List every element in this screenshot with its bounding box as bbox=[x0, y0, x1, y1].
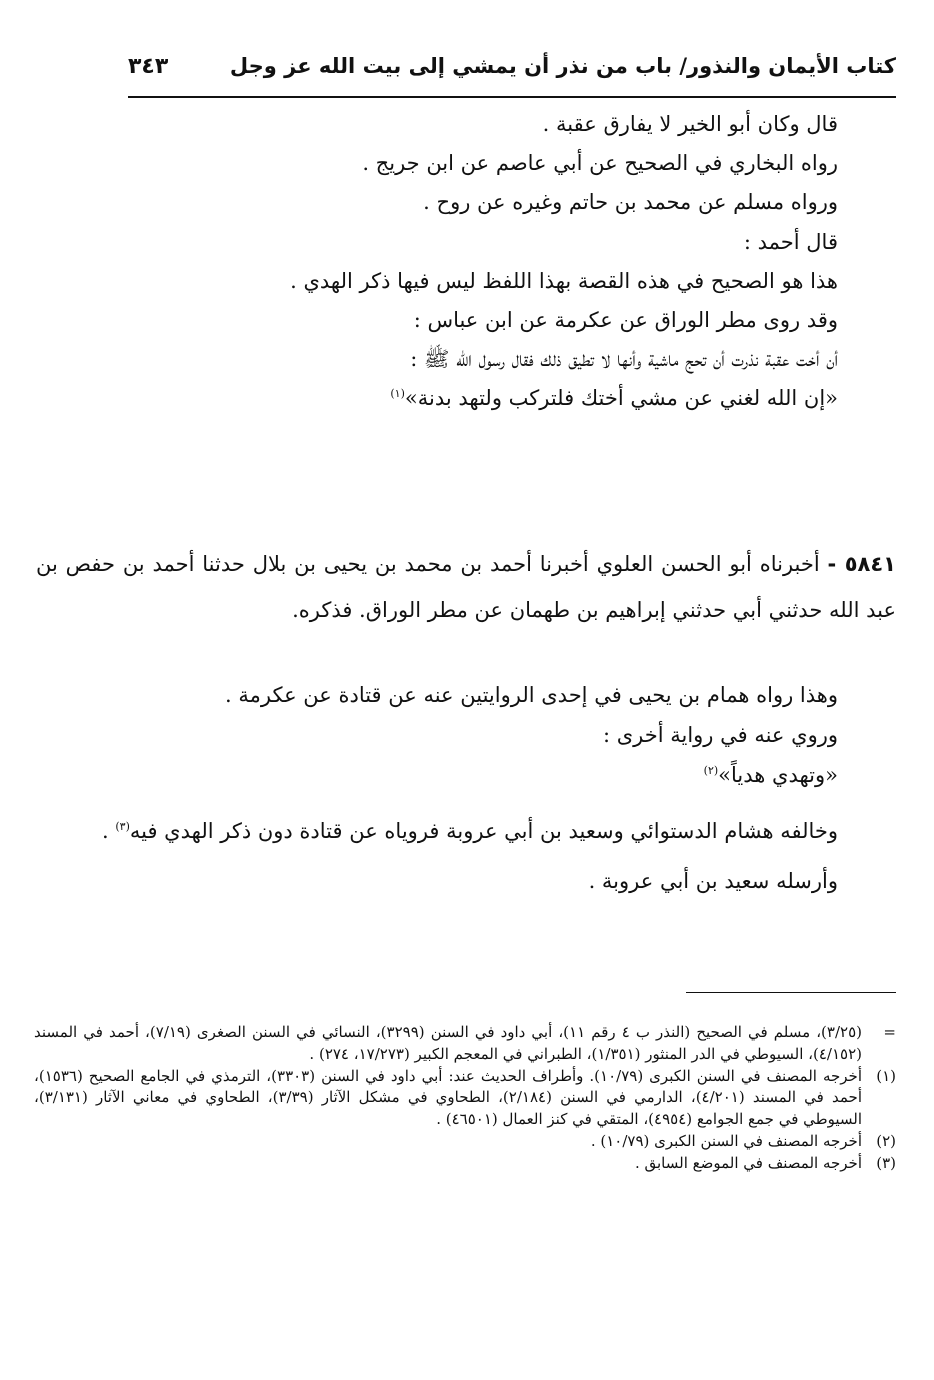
running-title: كتاب الأيمان والنذور/ باب من نذر أن يمشي إلى بيت الله عز وجل bbox=[229, 54, 896, 78]
paragraph: وهذا رواه همام بن يحيى في إحدى الروايتين عنه عن قتادة عن عكرمة . bbox=[225, 683, 838, 707]
paragraph: هذا هو الصحيح في هذه القصة بهذا اللفظ ليس فيها ذكر الهدي . bbox=[290, 268, 838, 293]
footnote-marker: (٢) bbox=[876, 1131, 896, 1150]
footnote-ref: (١) bbox=[390, 387, 405, 401]
footnote-text: أخرجه المصنف في السنن الكبرى (١٠/٧٩) . bbox=[590, 1131, 862, 1150]
hadith-text: أخبرناه أبو الحسن العلوي أخبرنا أحمد بن محمد بن يحيى بن بلال حدثنا أحمد بن حفص بن عبد الله حدثني أبي حدثني إبراهيم بن طهمان عن مطر الوراق. فذكره. bbox=[36, 552, 896, 622]
footnote-marker: (٣) bbox=[876, 1153, 896, 1172]
paragraph: وروي عنه في رواية أخرى : bbox=[602, 723, 838, 748]
footnote bbox=[34, 1153, 896, 1175]
page-header bbox=[128, 52, 896, 98]
paragraph bbox=[36, 763, 838, 788]
footnote bbox=[34, 1066, 896, 1131]
paragraph: وخالفه هشام الدستوائي وسعيد بن أبي عروبة فروياه عن قتادة دون ذكر الهدي فيه$^{(٣)}$ . bbox=[102, 818, 838, 843]
main-text bbox=[135, 112, 838, 426]
main-text-continued bbox=[36, 683, 838, 909]
hadith-entry bbox=[36, 541, 896, 633]
paragraph-text: وخالفه هشام الدستوائي وسعيد بن أبي عروبة فروياه عن قتادة دون ذكر الهدي فيه bbox=[129, 818, 838, 843]
paragraph: قال وكان أبو الخير لا يفارق عقبة . bbox=[542, 112, 838, 136]
paragraph bbox=[135, 386, 838, 411]
hadith-number: ٥٨٤١ - bbox=[827, 552, 896, 576]
paragraph: قال أحمد : bbox=[743, 229, 838, 254]
quote-text: «وتهدي هدياً» bbox=[718, 763, 838, 788]
footnote-divider bbox=[686, 992, 896, 993]
footnote-marker: (١) bbox=[876, 1066, 896, 1085]
footnote-text: أخرجه المصنف في الموضع السابق . bbox=[634, 1153, 862, 1172]
footnote bbox=[34, 1022, 896, 1066]
paragraph: وأرسله سعيد بن أبي عروبة . bbox=[588, 868, 838, 893]
quote-text: «إن الله لغني عن مشي أختك فلتركب ولتهد بدنة» bbox=[404, 386, 838, 411]
paragraph: وقد روى مطر الوراق عن عكرمة عن ابن عباس : bbox=[413, 307, 838, 332]
footnote bbox=[34, 1131, 896, 1153]
page-number: ٣٤٣ bbox=[128, 54, 169, 79]
footnotes bbox=[34, 1022, 896, 1174]
paragraph: ورواه مسلم عن محمد بن حاتم وغيره عن روح . bbox=[423, 190, 838, 215]
footnote-marker: = bbox=[883, 1023, 896, 1041]
footnote-text: (٣/٢٥)، مسلم في الصحيح (النذر ب ٤ رقم ١١)، أبي داود في السنن (٣٢٩٩)، النسائي في السنن الصغرى (٧/١٩)، أحمد في المسند (٤/١٥٢)، السيوطي في الدر المنثور (١/٣٥١)، الطبراني في المعجم الكبير (١٧/٢٧٣، ٢٧٤) . bbox=[34, 1023, 862, 1063]
paragraph: أن أخت عقبة نذرت أن تحج ماشية وأنها لا تطيق ذلك فقال رسول الله ﷺ : bbox=[410, 347, 838, 372]
footnote-ref: (٢) bbox=[703, 764, 719, 778]
footnote-text: أخرجه المصنف في السنن الكبرى (١٠/٧٩). وأطراف الحديث عند: أبي داود في السنن (٣٣٠٣)، الترمذي في الجامع الصحيح (١٥٣٦)، أحمد في المسند (٤/٢٠١)، الدارمي في السنن (٢/١٨٤)، الطحاوي في مشكل الآثار (٣/٣٩)، الطحاوي في معاني الآثار (٣/١٣١)، السيوطي في جمع الجوامع (٤٩٥٤)، المتقي في كنز العمال (٤٦٥٠١) . bbox=[34, 1066, 862, 1128]
paragraph: رواه البخاري في الصحيح عن أبي عاصم عن ابن جريج . bbox=[362, 151, 838, 176]
footnote-ref: (٣) bbox=[115, 819, 130, 833]
